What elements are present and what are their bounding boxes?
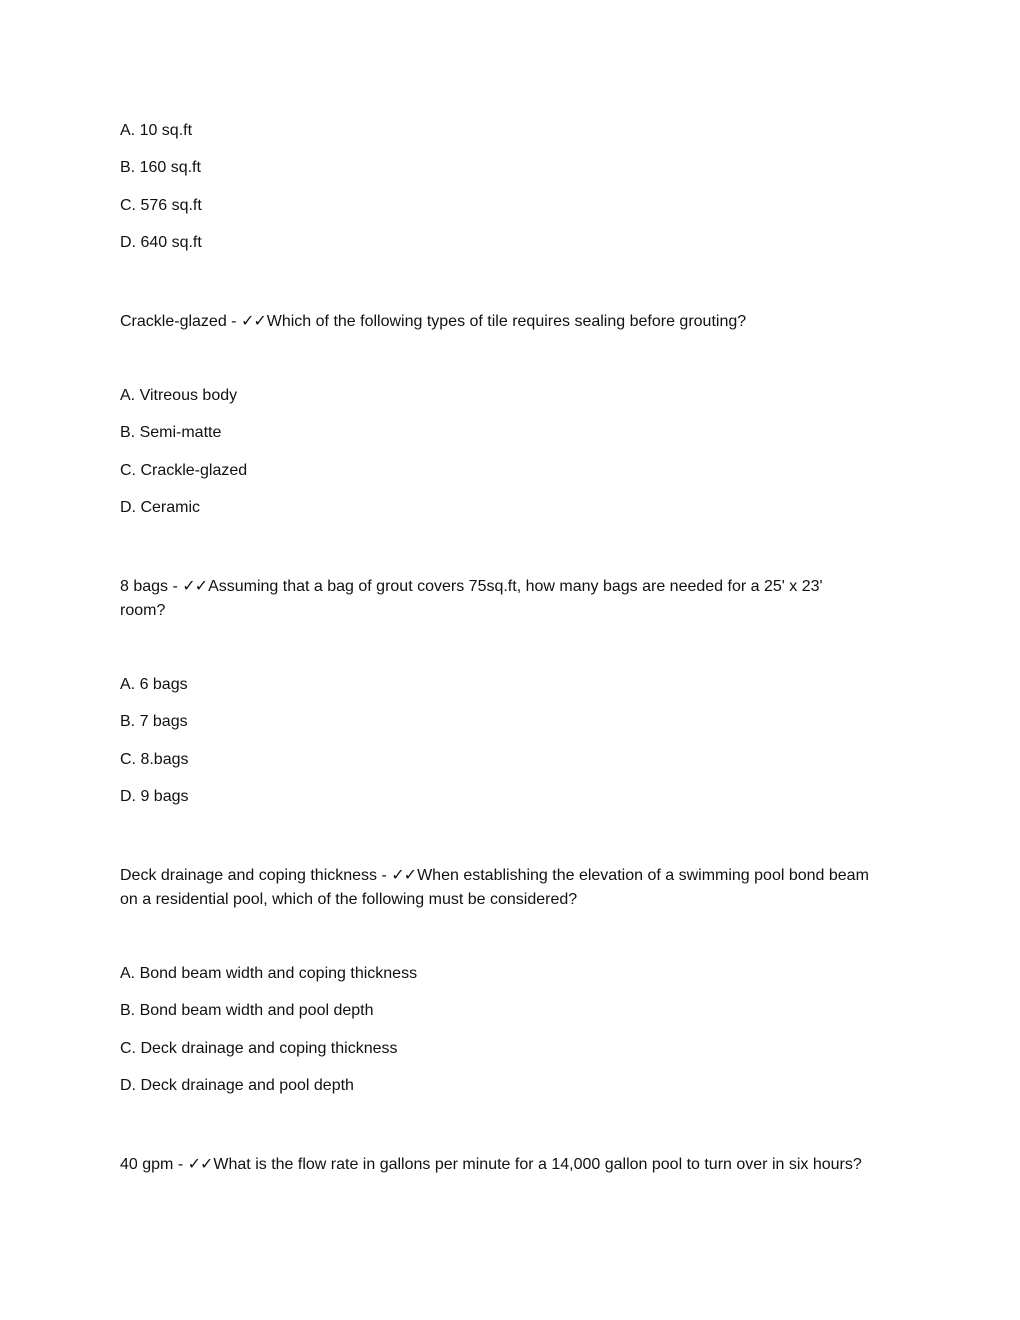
- question-text: Assuming that a bag of grout covers 75sq.ft, how many bags are needed for a 25' x 23' room?: [120, 578, 823, 619]
- option-a: A. 6 bags: [120, 676, 188, 693]
- answer-text: Deck drainage and coping thickness -: [120, 867, 392, 884]
- question-block: [120, 863, 870, 912]
- question-block: [120, 309, 870, 334]
- option-a: A. Bond beam width and coping thickness: [120, 965, 418, 982]
- double-check-icon: ✓✓: [391, 865, 417, 884]
- option-d: D. Deck drainage and pool depth: [120, 1077, 354, 1094]
- option-d: D. 640 sq.ft: [120, 234, 202, 251]
- answer-text: 8 bags -: [120, 578, 183, 595]
- question-text: When establishing the elevation of a swimming pool bond beam on a residential pool, which of the following must be considered?: [120, 867, 869, 908]
- option-b: B. Bond beam width and pool depth: [120, 1002, 374, 1019]
- option-b: B. 160 sq.ft: [120, 159, 201, 176]
- option-b: B. 7 bags: [120, 713, 188, 730]
- option-d: D. Ceramic: [120, 499, 201, 516]
- question-block: [120, 574, 870, 623]
- option-a: A. 10 sq.ft: [120, 122, 193, 139]
- double-check-icon: ✓✓: [240, 311, 266, 330]
- option-c: C. 576 sq.ft: [120, 197, 202, 214]
- answer-text: Crackle-glazed -: [120, 313, 241, 330]
- question-text: What is the flow rate in gallons per minute for a 14,000 gallon pool to turn over in six hours?: [213, 1156, 862, 1173]
- double-check-icon: ✓✓: [187, 1154, 213, 1173]
- question-block: [120, 1152, 870, 1177]
- option-c: C. 8.bags: [120, 751, 189, 768]
- answer-text: 40 gpm -: [120, 1156, 188, 1173]
- option-d: D. 9 bags: [120, 788, 189, 805]
- option-a: A. Vitreous body: [120, 387, 238, 404]
- double-check-icon: ✓✓: [182, 576, 208, 595]
- option-c: C. Crackle-glazed: [120, 462, 248, 479]
- option-b: B. Semi-matte: [120, 424, 222, 441]
- question-text: Which of the following types of tile requires sealing before grouting?: [266, 313, 747, 330]
- option-c: C. Deck drainage and coping thickness: [120, 1040, 398, 1057]
